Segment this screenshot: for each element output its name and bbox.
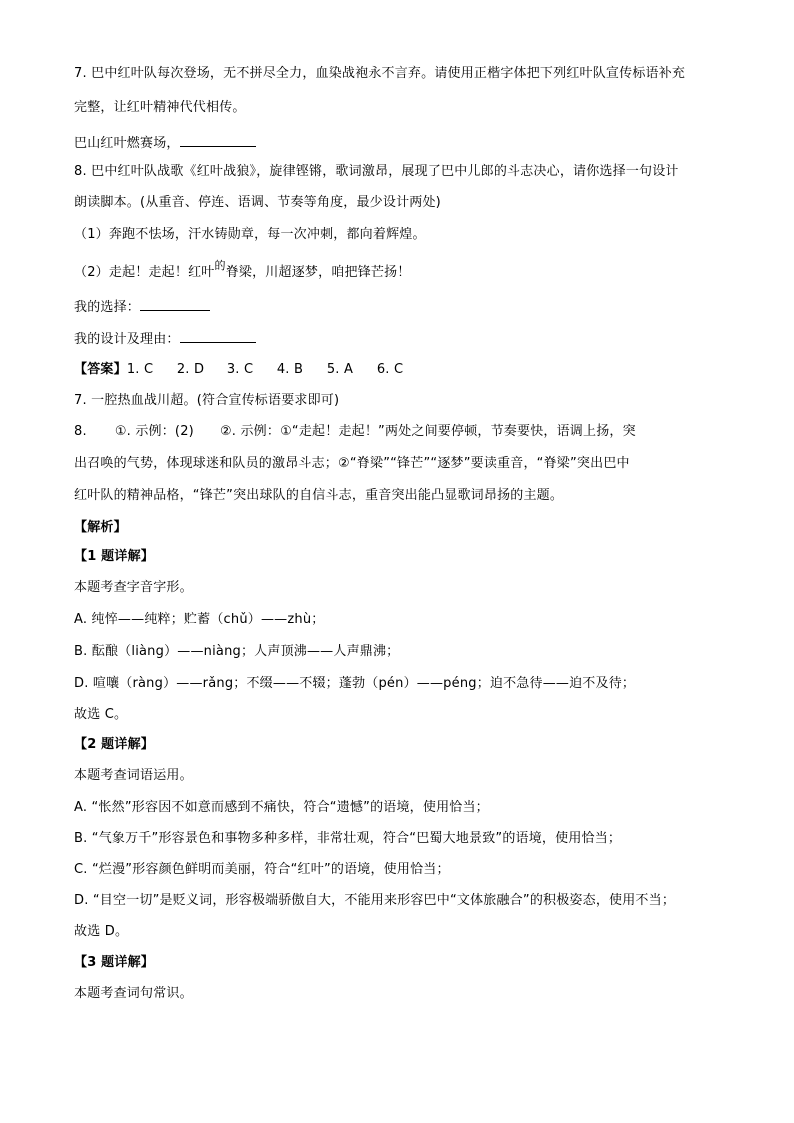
detail1-pick: 故选 C。 xyxy=(74,707,128,722)
q7-slogan xyxy=(74,134,724,152)
answer-q7: 7. 一腔热血战川超。(符合宣传标语要求即可) xyxy=(74,393,340,408)
detail2-option-b: B. “气象万千”形容景色和事物多种多样，非常壮观，符合“巴蜀大地景致”的语境，使用恰当； xyxy=(74,831,622,846)
detail3-intro: 本题考查词句常识。 xyxy=(74,986,193,1001)
answer-blank xyxy=(140,298,210,311)
answer-blank xyxy=(180,134,256,147)
answer-q8-part2: ②. 示例：①“走起！走起！”两处之间要停顿，节奏要快，语调上扬，突 xyxy=(219,424,636,439)
detail2-pick: 故选 D。 xyxy=(74,924,129,939)
answer-item: 2. D xyxy=(176,362,205,377)
choice-label: 我的选择： xyxy=(74,300,141,315)
answer-key xyxy=(74,362,724,378)
detail2-option-c: C. “烂漫”形容颜色鲜明而美丽，符合“红叶”的语境，使用恰当； xyxy=(74,862,450,877)
detail1-intro: 本题考查字音字形。 xyxy=(74,580,193,595)
q7-line2: 完整，让红叶精神代代相传。 xyxy=(74,100,246,115)
q8-design xyxy=(74,330,724,348)
detail3-heading: 【3 题详解】 xyxy=(74,955,154,970)
detail2-option-d: D. “目空一切”是贬义词，形容极端骄傲自大，不能用来形容巴中“文体旅融合”的积极姿态，使用不当； xyxy=(74,893,676,908)
answer-item: 1. C xyxy=(126,362,154,377)
detail2-intro: 本题考查词语运用。 xyxy=(74,768,193,783)
answer-q8-num: 8. xyxy=(74,424,87,439)
detail1-option-a: A. 纯悴——纯粹；贮蓄（chǔ）——zhù； xyxy=(74,612,325,627)
answer-item: 4. B xyxy=(276,362,304,377)
detail1-heading: 【1 题详解】 xyxy=(74,549,154,564)
answer-q8-line3: 红叶队的精神品格，“锋芒”突出球队的自信斗志，重音突出能凸显歌词昂扬的主题。 xyxy=(74,488,564,503)
answer-item: 3. C xyxy=(226,362,254,377)
analysis-label: 【解析】 xyxy=(74,520,127,535)
q8-option1: （1）奔跑不怯场，汗水铸勋章，每一次冲刺，都向着辉煌。 xyxy=(74,227,426,242)
answer-item: 6. C xyxy=(376,362,404,377)
q8-line1: 8. 巴中红叶队战歌《红叶战狼》，旋律铿锵，歌词激昂，展现了巴中儿郎的斗志决心，请你选择一句设计 xyxy=(74,164,679,179)
q8-option2-part-a: （2）走起！走起！红叶 xyxy=(74,265,215,280)
q8-option2 xyxy=(74,259,724,281)
q7-slogan-prefix: 巴山红叶燃赛场， xyxy=(74,136,180,151)
answer-label: 【答案】 xyxy=(74,362,127,377)
q8-line2: 朗读脚本。(从重音、停连、语调、节奏等角度，最少设计两处) xyxy=(74,195,441,210)
detail2-heading: 【2 题详解】 xyxy=(74,737,154,752)
q8-option2-ruby: 的 xyxy=(214,259,226,272)
detail1-option-d: D. 喧嚷（ràng）——rǎng；不缀——不辍；蓬勃（pén）——péng；迫不急待——迫不及待； xyxy=(74,676,636,691)
detail1-option-b: B. 酝酿（liàng）——niàng；人声顶沸——人声鼎沸； xyxy=(74,644,400,659)
answer-q8-line2: 出召唤的气势，体现球迷和队员的激昂斗志；②“脊梁”“锋芒”“逐梦”要读重音，“脊梁”突出巴中 xyxy=(74,456,630,471)
q7-line1: 7. 巴中红叶队每次登场，无不拼尽全力，血染战袍永不言弃。请使用正楷字体把下列红叶队宣传标语补充 xyxy=(74,66,686,81)
answer-blank xyxy=(180,330,256,343)
answer-item: 5. A xyxy=(326,362,354,377)
design-label: 我的设计及理由： xyxy=(74,332,180,347)
answer-q8-line1 xyxy=(74,424,724,440)
q8-choice xyxy=(74,298,724,316)
q8-option2-part-b: 脊梁，川超逐梦，咱把锋芒扬！ xyxy=(225,265,411,280)
answer-q8-part1: ①. 示例：(2) xyxy=(114,424,194,439)
detail2-option-a: A. “怅然”形容因不如意而感到不痛快，符合“遗憾”的语境，使用恰当； xyxy=(74,800,489,815)
